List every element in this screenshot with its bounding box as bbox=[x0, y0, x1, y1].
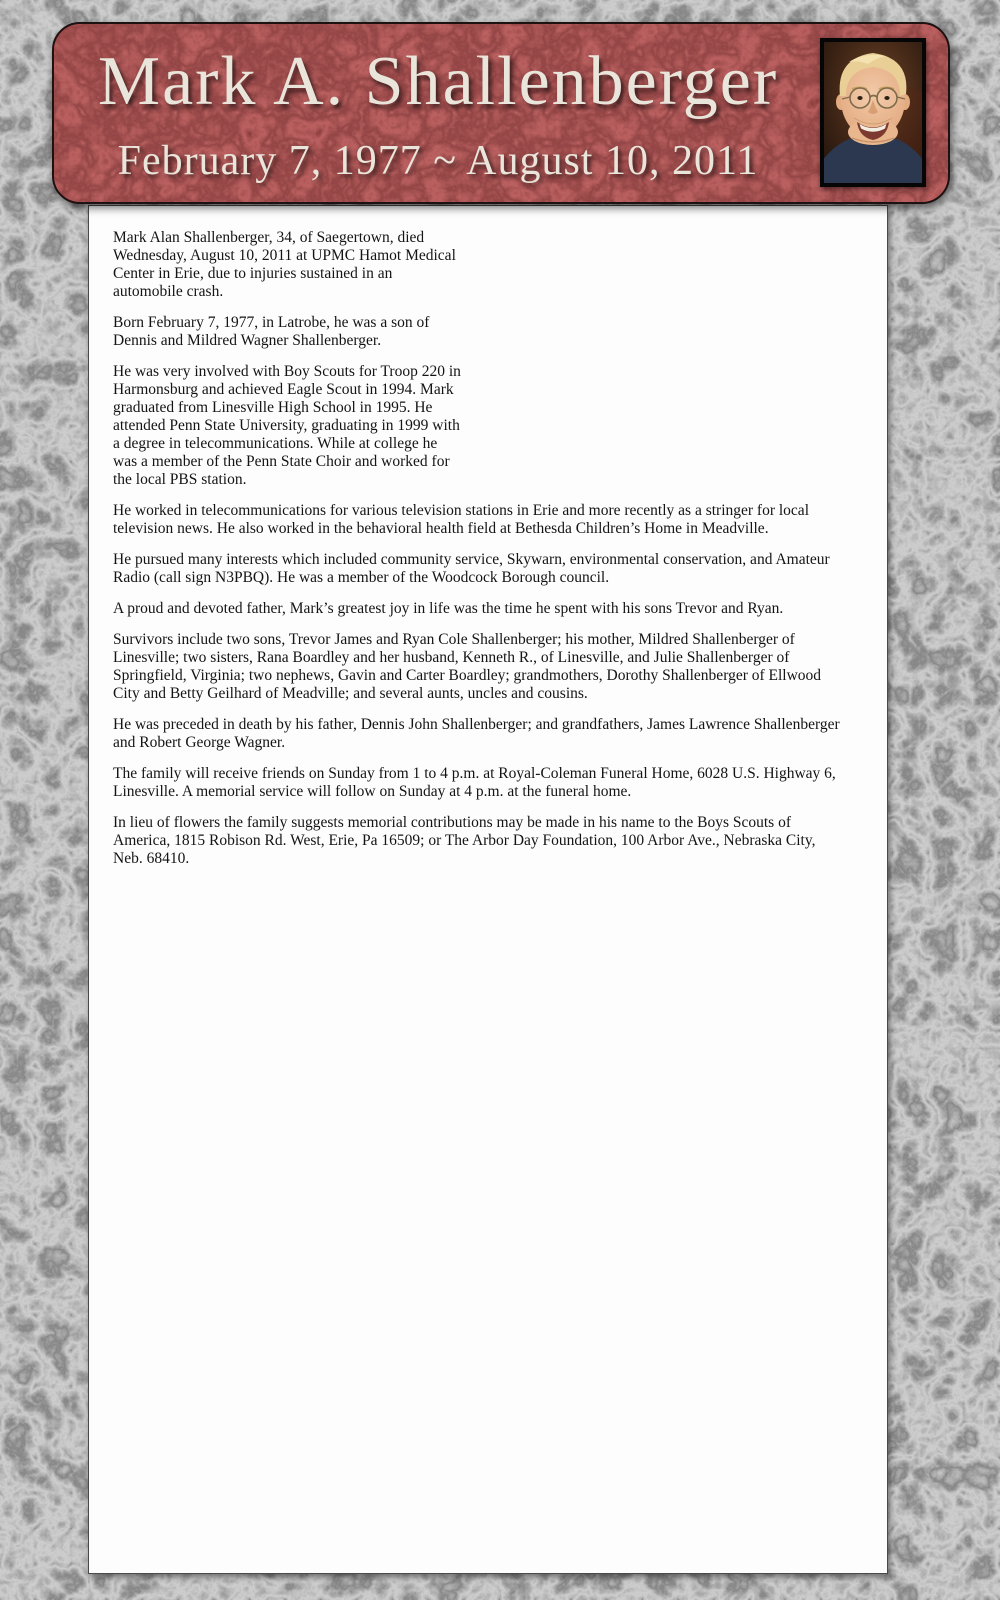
memorial-name: Mark A. Shallenberger bbox=[97, 43, 779, 120]
obituary-paragraph: He pursued many interests which included community service, Skywarn, environmental conservation, and Amateur Radio (call sign N3PBQ). He was a member of the Woodcock Borough council. bbox=[113, 551, 830, 586]
banner-text-area bbox=[54, 24, 822, 204]
obituary-paragraph: Mark Alan Shallenberger, 34, of Saegertown, died Wednesday, August 10, 2011 at UPMC Hamot Medical Center in Erie, due to injuries sustained in an automobile crash. bbox=[113, 229, 456, 300]
obituary-paragraph: The family will receive friends on Sunday from 1 to 4 p.m. at Royal-Coleman Funeral Home, 6028 U.S. Highway 6, Linesville. A memorial service will follow on Sunday at 4 p.m. at the funeral home. bbox=[113, 765, 836, 800]
obituary-text bbox=[89, 206, 887, 868]
header-banner bbox=[52, 22, 950, 204]
obituary-paragraph: In lieu of flowers the family suggests memorial contributions may be made in his name to the Boys Scouts of America, 1815 Robison Rd. West, Erie, Pa 16509; or The Arbor Day Foundation, 100 Arbor Ave., Nebraska City, Neb. 68410. bbox=[113, 814, 816, 867]
obituary-card bbox=[88, 205, 888, 1574]
obituary-paragraph: He was preceded in death by his father, Dennis John Shallenberger; and grandfathers, James Lawrence Shallenberger and Robert George Wagner. bbox=[113, 716, 840, 751]
obituary-paragraph: A proud and devoted father, Mark’s greatest joy in life was the time he spent with his sons Trevor and Ryan. bbox=[113, 600, 784, 617]
portrait-illustration bbox=[824, 42, 922, 183]
portrait-photo bbox=[820, 38, 926, 187]
memorial-dates: February 7, 1977 ~ August 10, 2011 bbox=[117, 138, 759, 184]
obituary-paragraph: Born February 7, 1977, in Latrobe, he was a son of Dennis and Mildred Wagner Shallenberger. bbox=[113, 314, 430, 349]
obituary-paragraph: He was very involved with Boy Scouts for Troop 220 in Harmonsburg and achieved Eagle Scout in 1994. Mark graduated from Linesville High School in 1995. He attended Penn State University, graduating in 1999 with a degree in telecommunications. While at college he was a member of the Penn State Choir and worked for the local PBS station. bbox=[113, 363, 461, 488]
obituary-paragraph: He worked in telecommunications for various television stations in Erie and more recently as a stringer for local television news. He also worked in the behavioral health field at Bethesda Children’s Home in Meadville. bbox=[113, 502, 809, 537]
obituary-paragraph: Survivors include two sons, Trevor James and Ryan Cole Shallenberger; his mother, Mildred Shallenberger of Linesville; two sisters, Rana Boardley and her husband, Kenneth R., of Linesville, and Julie Shallenberger of Springfield, Virginia; two nephews, Gavin and Carter Boardley; grandmothers, Dorothy Shallenberger of Ellwood City and Betty Geilhard of Meadville; and several aunts, uncles and cousins. bbox=[113, 631, 822, 702]
